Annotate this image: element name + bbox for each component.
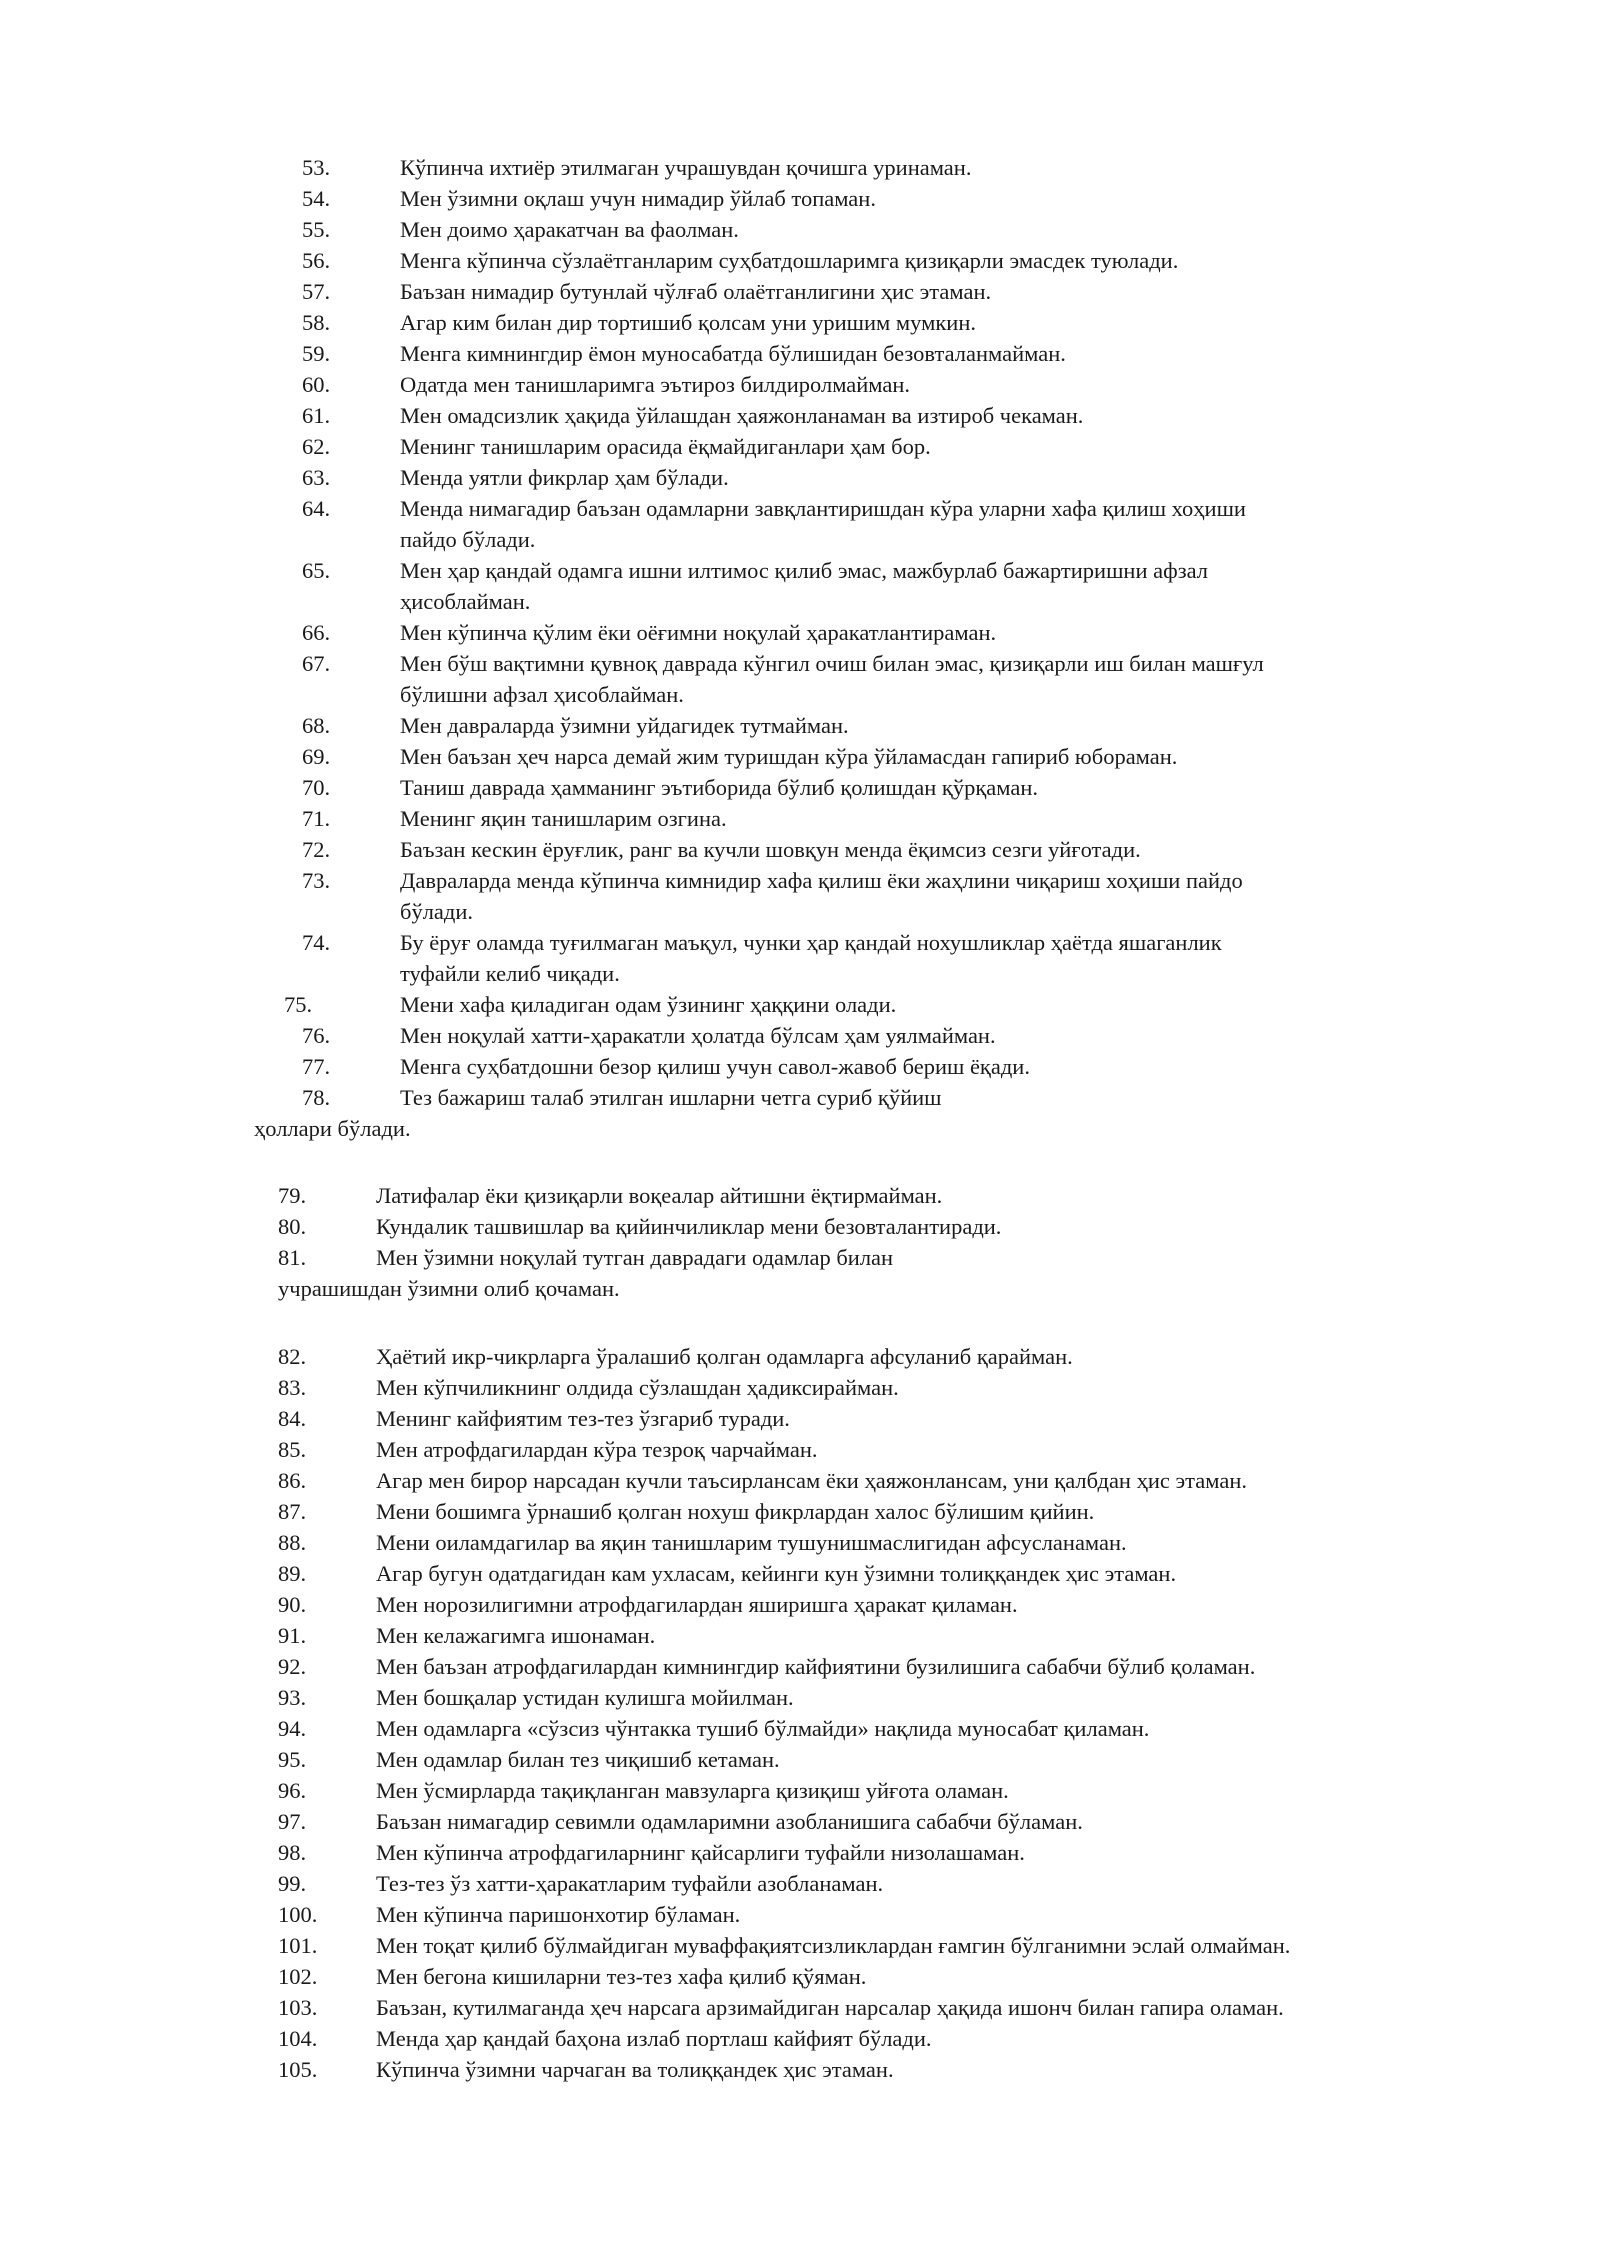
item-text: Мен ўзимни ноқулай тутган даврадаги одамлар билан	[376, 1245, 894, 1270]
item-text: Мен атрофдагилардан кўра тезроқ чарчайман.	[376, 1437, 818, 1462]
item-number: 55.	[302, 217, 331, 242]
item-number: 63.	[302, 465, 331, 490]
item-text: Ҳаётий икр-чикрларга ўралашиб қолган одамларга афсуланиб қарайман.	[376, 1344, 1073, 1369]
item-text: Агар мен бирор нарсадан кучли таъсирлансам ёки ҳаяжонлансам, уни қалбдан ҳис этаман.	[376, 1468, 1247, 1493]
item-continuation: бўлишни афзал ҳисоблайман.	[400, 682, 684, 707]
item-number: 91.	[278, 1623, 307, 1648]
item-number: 69.	[302, 744, 331, 769]
item-text: Баъзан, кутилмаганда ҳеч нарсага арзимайдиган нарсалар ҳақида ишонч билан гапира оламан.	[376, 1995, 1284, 2020]
item-number: 72.	[302, 837, 331, 862]
item-number: 93.	[278, 1685, 307, 1710]
item-number: 103.	[278, 1995, 318, 2020]
item-number: 74.	[302, 930, 331, 955]
item-number: 95.	[278, 1747, 307, 1772]
item-number: 102.	[278, 1964, 318, 1989]
item-continuation: ҳоллари бўлади.	[254, 1116, 411, 1141]
item-text: Мен кўпинча паришонхотир бўламан.	[376, 1902, 741, 1927]
item-number: 82.	[278, 1344, 307, 1369]
item-number: 71.	[302, 806, 331, 831]
item-number: 56.	[302, 248, 331, 273]
item-number: 90.	[278, 1592, 307, 1617]
item-number: 89.	[278, 1561, 307, 1586]
item-number: 77.	[302, 1054, 331, 1079]
item-number: 70.	[302, 775, 331, 800]
item-text: Менинг яқин танишларим озгина.	[400, 806, 727, 831]
item-text: Таниш даврада ҳамманинг эътиборида бўлиб қолишдан қўрқаман.	[400, 775, 1038, 800]
item-number: 59.	[302, 341, 331, 366]
item-number: 101.	[278, 1933, 318, 1958]
item-text: Менинг кайфиятим тез-тез ўзгариб туради.	[376, 1406, 790, 1431]
item-number: 84.	[278, 1406, 307, 1431]
item-text: Мен норозилигимни атрофдагилардан яширишга ҳаракат қиламан.	[376, 1592, 1018, 1617]
item-number: 100.	[278, 1902, 318, 1927]
item-number: 61.	[302, 403, 331, 428]
item-number: 81.	[278, 1245, 307, 1270]
item-number: 73.	[302, 868, 331, 893]
item-number: 78.	[302, 1085, 331, 1110]
item-number: 54.	[302, 186, 331, 211]
item-text: Мен бегона кишиларни тез-тез хафа қилиб қўяман.	[376, 1964, 867, 1989]
item-text: Менга суҳбатдошни безор қилиш учун савол-жавоб бериш ёқади.	[400, 1054, 1030, 1079]
item-number: 76.	[302, 1023, 331, 1048]
item-text: Менда ҳар қандай баҳона излаб портлаш кайфият бўлади.	[376, 2026, 932, 2051]
item-number: 64.	[302, 496, 331, 521]
item-text: Агар ким билан дир тортишиб қолсам уни уришим мумкин.	[400, 310, 976, 335]
item-text: Мен ўсмирларда тақиқланган мавзуларга қизиқиш уйғота оламан.	[376, 1778, 1009, 1803]
item-text: Мен тоқат қилиб бўлмайдиган муваффақиятсизликлардан ғамгин бўлганимни эслай олмайман.	[376, 1933, 1291, 1958]
item-number: 79.	[278, 1183, 307, 1208]
item-text: Мен баъзан ҳеч нарса демай жим туришдан кўра ўйламасдан гапириб юбораман.	[400, 744, 1178, 769]
item-number: 94.	[278, 1716, 307, 1741]
item-text: Мени оиламдагилар ва яқин танишларим тушунишмаслигидан афсусланаман.	[376, 1530, 1127, 1555]
item-continuation: туфайли келиб чиқади.	[400, 961, 620, 986]
item-number: 53.	[302, 155, 331, 180]
item-number: 85.	[278, 1437, 307, 1462]
item-text: Мен баъзан атрофдагилардан кимнингдир кайфиятини бузилишига сабабчи бўлиб қоламан.	[376, 1654, 1256, 1679]
item-text: Мен кўпинча атрофдагиларнинг қайсарлиги туфайли низолашаман.	[376, 1840, 1025, 1865]
item-text: Бу ёруғ оламда туғилмаган маъқул, чунки ҳар қандай нохушликлар ҳаётда яшаганлик	[400, 930, 1222, 955]
item-number: 86.	[278, 1468, 307, 1493]
item-text: Латифалар ёки қизиқарли воқеалар айтишни ёқтирмайман.	[376, 1183, 943, 1208]
item-number: 60.	[302, 372, 331, 397]
item-text: Мен одамлар билан тез чиқишиб кетаман.	[376, 1747, 780, 1772]
item-text: Менинг танишларим орасида ёқмайдиганлари ҳам бор.	[400, 434, 931, 459]
item-number: 97.	[278, 1809, 307, 1834]
item-text: Кундалик ташвишлар ва қийинчиликлар мени безовталантиради.	[376, 1214, 1002, 1239]
item-text: Мени бошимга ўрнашиб қолган нохуш фикрлардан халос бўлишим қийин.	[376, 1499, 1095, 1524]
item-text: Мен ўзимни оқлаш учун нимадир ўйлаб топаман.	[400, 186, 876, 211]
item-number: 65.	[302, 558, 331, 583]
item-number: 66.	[302, 620, 331, 645]
item-number: 105.	[278, 2057, 318, 2082]
item-text: Мен келажагимга ишонаман.	[376, 1623, 656, 1648]
item-text: Мен одамларга «сўзсиз чўнтакка тушиб бўлмайди» нақлида муносабат қиламан.	[376, 1716, 1150, 1741]
item-text: Мени хафа қиладиган одам ўзининг ҳаққини олади.	[400, 992, 897, 1017]
item-number: 99.	[278, 1871, 307, 1896]
item-text: Баъзан кескин ёруғлик, ранг ва кучли шовқун менда ёқимсиз сезги уйғотади.	[400, 837, 1141, 862]
item-text: Мен ноқулай хатти-ҳаракатли ҳолатда бўлсам ҳам уялмайман.	[400, 1023, 996, 1048]
item-number: 80.	[278, 1214, 307, 1239]
item-text: Мен омадсизлик ҳақида ўйлашдан ҳаяжонланаман ва изтироб чекаман.	[400, 403, 1084, 428]
item-text: Одатда мен танишларимга эътироз билдиролмайман.	[400, 372, 911, 397]
item-number: 83.	[278, 1375, 307, 1400]
item-text: Агар бугун одатдагидан кам ухласам, кейинги кун ўзимни толиққандек ҳис этаман.	[376, 1561, 1177, 1586]
item-text: Мен доимо ҳаракатчан ва фаолман.	[400, 217, 739, 242]
item-number: 92.	[278, 1654, 307, 1679]
item-text: Баъзан нимадир бутунлай чўлғаб олаётганлигини ҳис этаман.	[400, 279, 992, 304]
item-continuation: учрашишдан ўзимни олиб қочаман.	[278, 1276, 620, 1301]
item-text: Тез-тез ўз хатти-ҳаракатларим туфайли азобланаман.	[376, 1871, 884, 1896]
item-text: Менда уятли фикрлар ҳам бўлади.	[400, 465, 729, 490]
item-number: 58.	[302, 310, 331, 335]
item-text: Менга кимнингдир ёмон муносабатда бўлишидан безовталанмайман.	[400, 341, 1066, 366]
item-number: 96.	[278, 1778, 307, 1803]
item-continuation: пайдо бўлади.	[400, 527, 536, 552]
item-text: Кўпинча ихтиёр этилмаган учрашувдан қочишга уринаман.	[400, 155, 972, 180]
item-number: 88.	[278, 1530, 307, 1555]
item-continuation: бўлади.	[400, 899, 474, 924]
item-number: 62.	[302, 434, 331, 459]
item-text: Мен давраларда ўзимни уйдагидек тутмайман.	[400, 713, 849, 738]
item-text: Менда нимагадир баъзан одамларни завқлантиришдан кўра уларни хафа қилиш хоҳиши	[400, 496, 1246, 521]
item-text: Мен бошқалар устидан кулишга мойилман.	[376, 1685, 794, 1710]
item-number: 98.	[278, 1840, 307, 1865]
item-text: Баъзан нимагадир севимли одамларимни азобланишига сабабчи бўламан.	[376, 1809, 1083, 1834]
item-number: 75.	[284, 992, 313, 1017]
item-text: Тез бажариш талаб этилган ишларни четга суриб қўйиш	[400, 1085, 942, 1110]
item-text: Мен бўш вақтимни қувноқ даврада кўнгил очиш билан эмас, қизиқарли иш билан машғул	[400, 651, 1264, 676]
item-text: Кўпинча ўзимни чарчаган ва толиққандек ҳис этаман.	[376, 2057, 894, 2082]
item-number: 87.	[278, 1499, 307, 1524]
item-text: Мен ҳар қандай одамга ишни илтимос қилиб эмас, мажбурлаб бажартиришни афзал	[400, 558, 1208, 583]
item-text: Менга кўпинча сўзлаётганларим суҳбатдошларимга қизиқарли эмасдек туюлади.	[400, 248, 1179, 273]
item-text: Давраларда менда кўпинча кимнидир хафа қилиш ёки жаҳлини чиқариш хоҳиши пайдо	[400, 868, 1243, 893]
item-text: Мен кўпчиликнинг олдида сўзлашдан ҳадиксирайман.	[376, 1375, 899, 1400]
item-number: 57.	[302, 279, 331, 304]
item-continuation: ҳисоблайман.	[400, 589, 531, 614]
item-text: Мен кўпинча қўлим ёки оёғимни ноқулай ҳаракатлантираман.	[400, 620, 997, 645]
item-number: 68.	[302, 713, 331, 738]
item-number: 67.	[302, 651, 331, 676]
item-number: 104.	[278, 2026, 318, 2051]
